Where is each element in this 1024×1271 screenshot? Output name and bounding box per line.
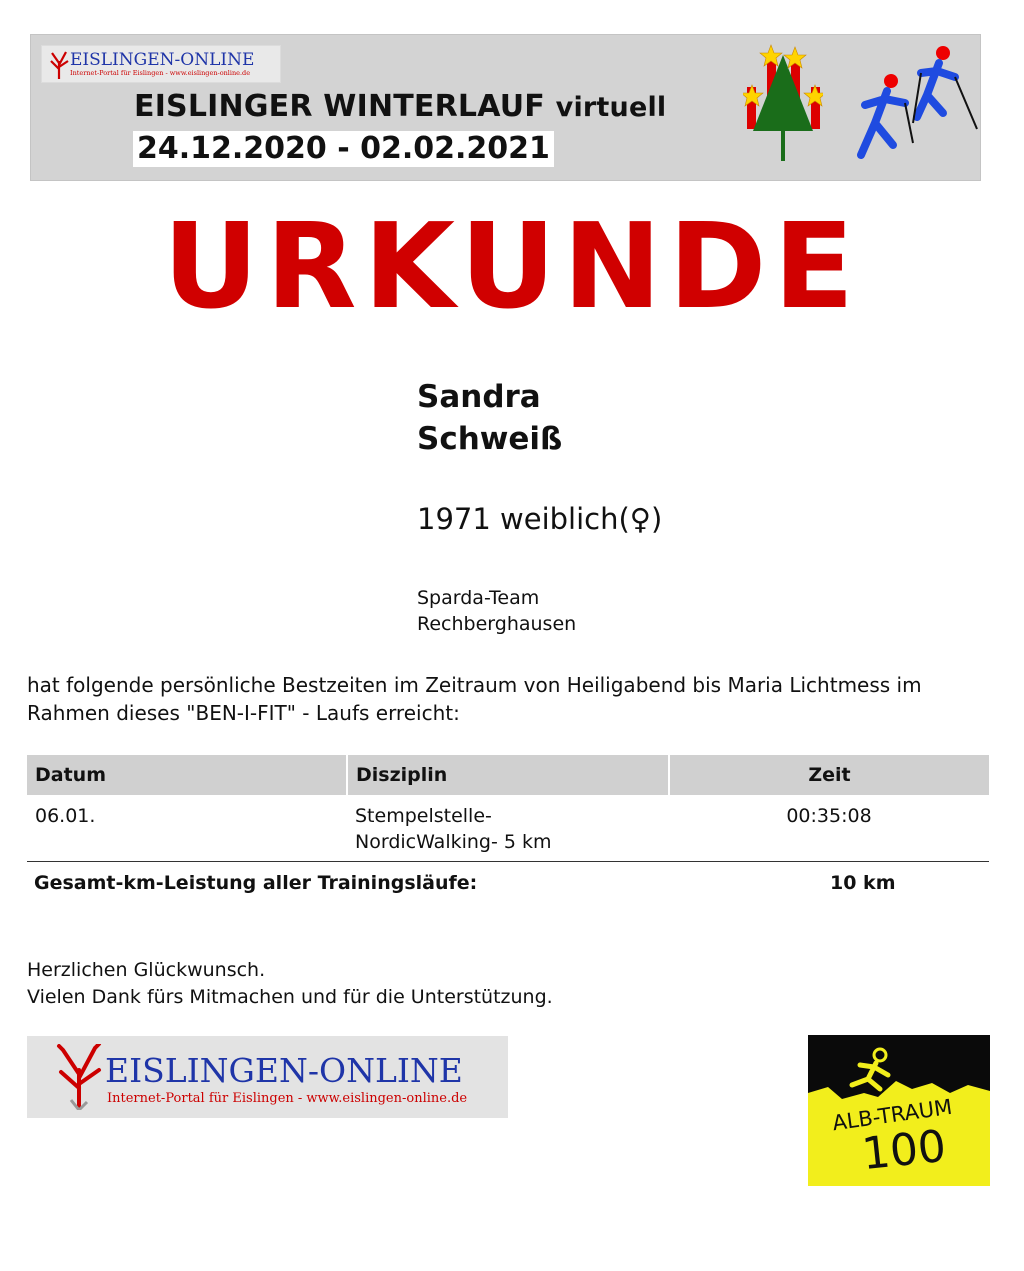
sponsor-name: ALB-TRAUM (830, 1094, 954, 1136)
participant-name (417, 376, 562, 460)
footer-logo-name: EISLINGEN-ONLINE (105, 1051, 463, 1090)
first-name: Sandra (417, 379, 541, 415)
eislingen-online-logo-small (41, 45, 281, 83)
event-dates: 24.12.2020 - 02.02.2021 (133, 131, 554, 167)
column-header-datum: Datum (27, 755, 347, 795)
team-location: Rechberghausen (417, 613, 577, 635)
table-row (27, 795, 989, 862)
event-banner (30, 34, 981, 181)
christmas-tree-icon (743, 43, 823, 165)
cell-zeit: 00:35:08 (669, 795, 989, 862)
logo-name: EISLINGEN-ONLINE (70, 50, 255, 70)
tree-figure-icon (55, 1044, 103, 1110)
event-title (134, 89, 666, 124)
closing-text (27, 957, 553, 1011)
column-header-disziplin: Disziplin (347, 755, 669, 795)
nordic-walkers-icon (831, 43, 981, 165)
certificate-heading: URKUNDE (162, 197, 862, 335)
results-table (27, 755, 989, 862)
sponsor-number: 100 (859, 1120, 949, 1181)
team-info (417, 585, 576, 637)
disziplin-line2: NordicWalking- 5 km (355, 831, 552, 853)
intro-text: hat folgende persönliche Bestzeiten im Zeitraum von Heiligabend bis Maria Lichtmess im Rahmen dieses "BEN-I-FIT" - Laufs erreicht: (27, 673, 922, 725)
disziplin-line1: Stempelstelle- (355, 805, 492, 827)
last-name: Schweiß (417, 421, 563, 457)
column-header-zeit: Zeit (669, 755, 989, 795)
event-title-main: EISLINGER WINTERLAUF (134, 89, 545, 124)
event-title-suffix: virtuell (555, 92, 667, 123)
eislingen-online-logo (27, 1036, 508, 1118)
cell-disziplin (347, 795, 669, 862)
footer-logo-subtitle: Internet-Portal für Eislingen - www.eislingen-online.de (107, 1091, 468, 1106)
closing-line1: Herzlichen Glückwunsch. (27, 959, 266, 981)
birth-year-gender: 1971 weiblich(♀) (417, 502, 663, 536)
results-header-row (27, 755, 989, 795)
closing-line2: Vielen Dank fürs Mitmachen und für die Unterstützung. (27, 986, 553, 1008)
cell-datum: 06.01. (27, 795, 347, 862)
logo-subtitle: Internet-Portal für Eislingen - www.eislingen-online.de (70, 69, 251, 77)
total-km-label: Gesamt-km-Leistung aller Trainingsläufe: (34, 872, 478, 894)
alb-traum-logo (808, 1035, 990, 1186)
tree-figure-icon (48, 49, 70, 79)
total-km-value: 10 km (830, 872, 896, 894)
team-name: Sparda-Team (417, 587, 540, 609)
